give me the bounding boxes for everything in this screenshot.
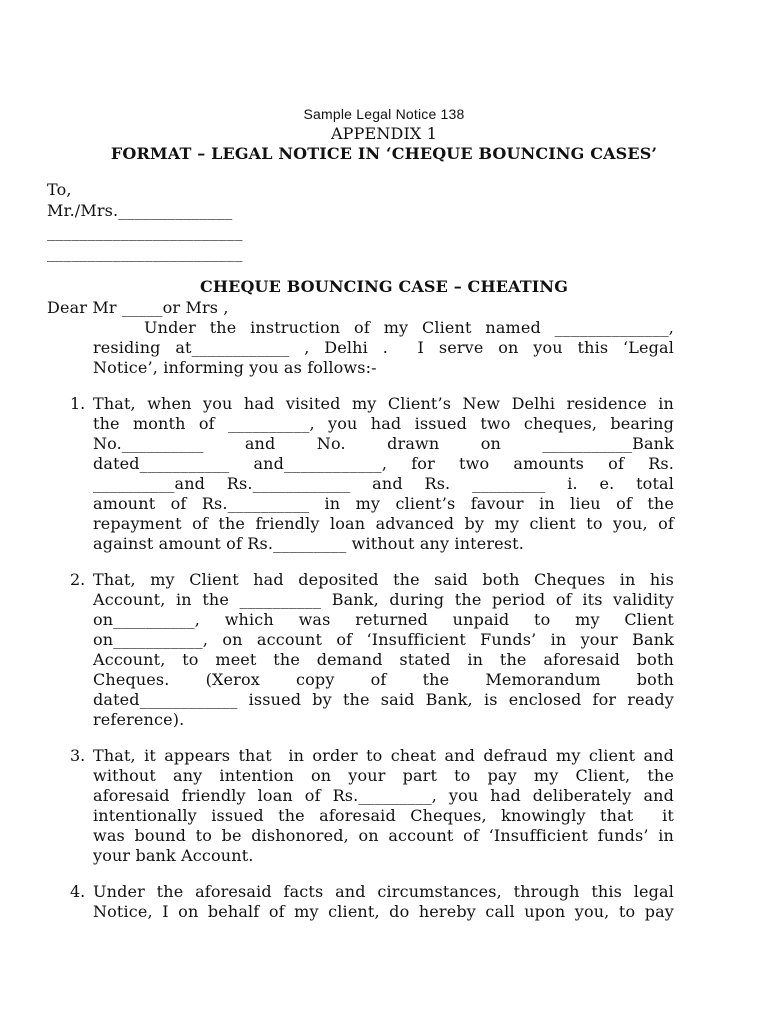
paragraph-line: Under the aforesaid facts and circumstances, through this legal: [93, 882, 674, 901]
paragraph-line: That, when you had visited my Client’s New Delhi residence in: [93, 394, 674, 413]
address-line: To,: [47, 180, 72, 199]
paragraph-line: aforesaid friendly loan of Rs._________, you had deliberately and: [93, 786, 674, 805]
sample-title: Sample Legal Notice 138: [303, 106, 465, 122]
paragraph-line: dated____________ issued by the said Bank, is enclosed for ready: [93, 690, 674, 709]
paragraph-line: intentionally issued the aforesaid Cheques, knowingly that it: [93, 806, 674, 825]
paragraph-line: the month of __________, you had issued two cheques, bearing: [93, 414, 674, 433]
address-line: Mr./Mrs.______________: [47, 201, 233, 220]
intro-line: residing at____________ , Delhi . I serve on you this ‘Legal: [93, 338, 674, 357]
paragraph-line: on___________, on account of ‘Insufficient Funds’ in your Bank: [93, 630, 674, 649]
paragraph-line: on__________, which was returned unpaid to my Client: [93, 610, 674, 629]
paragraph-line: Notice, I on behalf of my client, do hereby call upon you, to pay: [93, 902, 674, 921]
paragraph-line: amount of Rs.__________ in my client’s favour in lieu of the: [93, 494, 674, 513]
case-heading: CHEQUE BOUNCING CASE – CHEATING: [199, 277, 569, 296]
paragraph-line: reference).: [93, 710, 185, 729]
salutation: Dear Mr _____or Mrs ,: [47, 298, 229, 317]
intro-line: Notice’, informing you as follows:-: [93, 358, 377, 377]
address-line: ________________________: [47, 243, 243, 262]
paragraph-line: Account, in the __________ Bank, during the period of its validity: [93, 590, 674, 609]
paragraph-line: was bound to be dishonored, on account of ‘Insufficient funds’ in: [93, 826, 674, 845]
address-line: ________________________: [47, 222, 243, 241]
paragraph-line: without any intention on your part to pay my Client, the: [93, 766, 674, 785]
appendix-heading: APPENDIX 1: [330, 124, 438, 143]
paragraph-line: against amount of Rs._________ without any interest.: [93, 534, 524, 553]
paragraph-line: repayment of the friendly loan advanced by my client to you, of: [93, 514, 674, 533]
format-title: FORMAT – LEGAL NOTICE IN ‘CHEQUE BOUNCING CASES’: [110, 144, 658, 163]
paragraph-line: dated___________ and____________, for two amounts of Rs.: [93, 454, 674, 473]
paragraph-line: Cheques. (Xerox copy of the Memorandum both: [93, 670, 674, 689]
paragraph-number: 1.: [70, 394, 86, 413]
paragraph-line: Account, to meet the demand stated in the aforesaid both: [93, 650, 674, 669]
intro-line: Under the instruction of my Client named ______________,: [144, 318, 674, 337]
paragraph-line: No.__________ and No. drawn on ___________Bank: [93, 434, 674, 453]
paragraph-number: 2.: [70, 570, 86, 589]
paragraph-line: __________and Rs.____________ and Rs. _________ i. e. total: [93, 474, 674, 493]
paragraph-number: 4.: [70, 882, 86, 901]
paragraph-number: 3.: [70, 746, 86, 765]
paragraph-line: your bank Account.: [93, 846, 254, 865]
paragraph-line: That, my Client had deposited the said both Cheques in his: [93, 570, 674, 589]
paragraph-line: That, it appears that in order to cheat and defraud my client and: [93, 746, 674, 765]
